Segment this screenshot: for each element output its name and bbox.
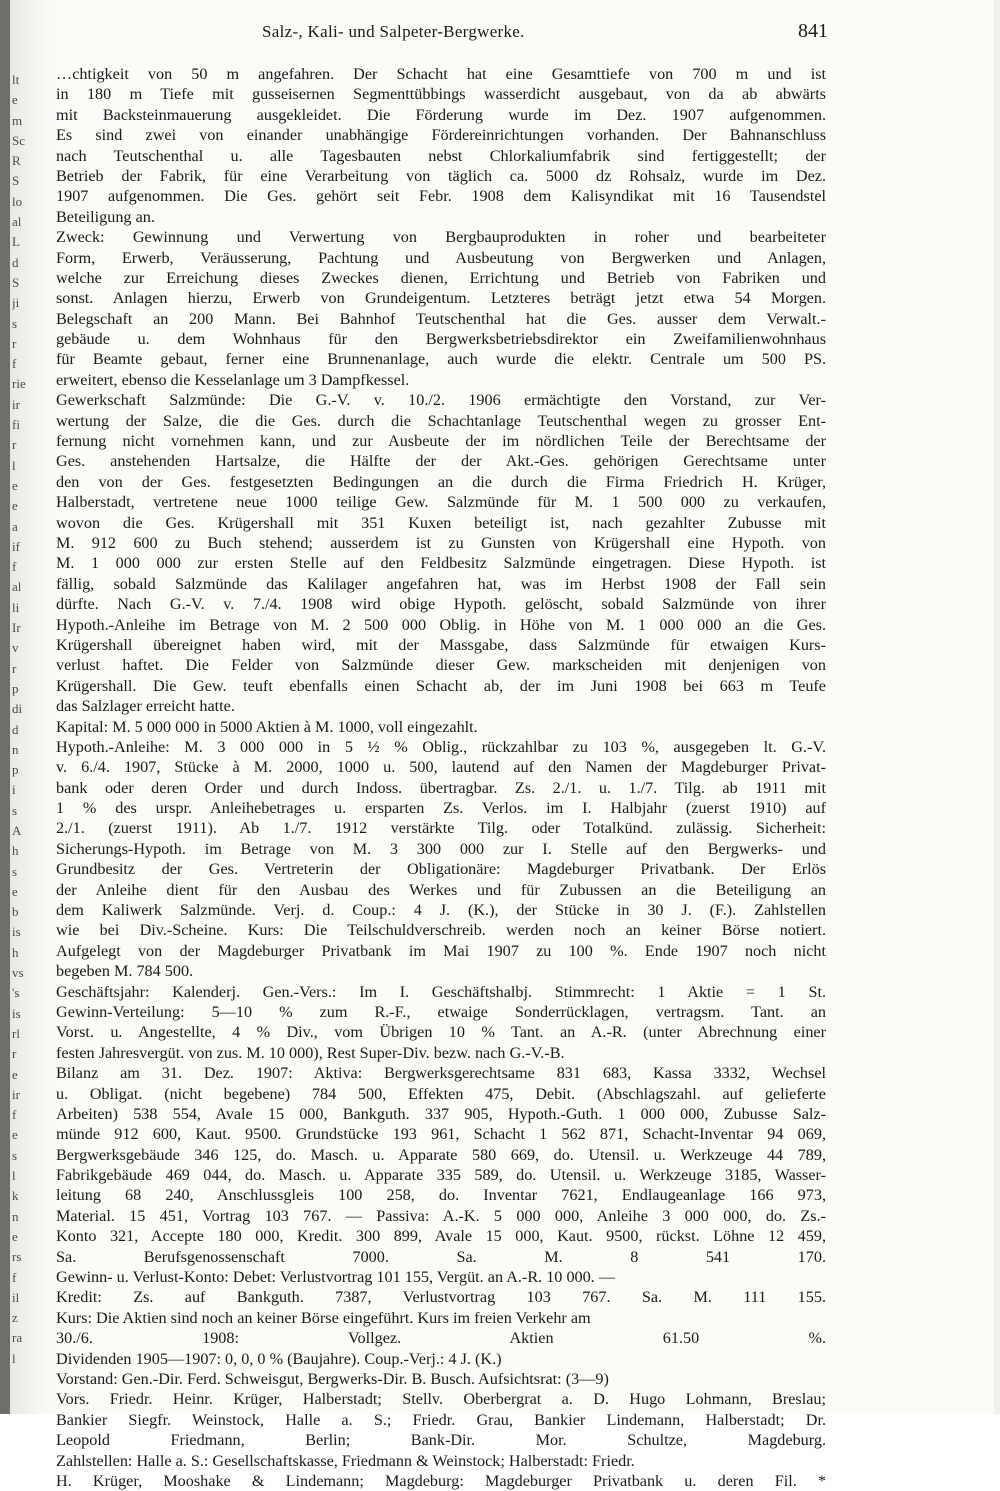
- text-line: wertung der Salze, die die Ges. durch die Schachtanlage Teutschenthal wegen zu grosser Ent-: [56, 411, 826, 430]
- gutter-fragment: n: [12, 741, 19, 757]
- page-number: 841: [798, 20, 828, 42]
- text-line: Fabrikgebäude 469 044, do. Masch. u. Apparate 335 589, do. Utensil. u. Werkzeuge 3185, Wasser-: [56, 1166, 826, 1185]
- gutter-fragment: e: [12, 1228, 18, 1244]
- text-line: Arbeiten) 538 554, Avale 15 000, Bankguth. 337 905, Hypoth.-Guth. 1 000 000, Zubusse Salz-: [56, 1104, 826, 1123]
- text-line: Geschäftsjahr: Kalenderj. Gen.-Vers.: Im I. Geschäftshalbj. Stimmrecht: 1 Aktie = 1 St.: [56, 982, 826, 1001]
- gutter-fragment: z: [12, 1310, 18, 1326]
- gutter-fragment: s: [12, 1147, 18, 1163]
- text-line: Beteiligung an.: [56, 207, 155, 226]
- text-line: leitung 68 240, Anschlussgleis 100 258, do. Inventar 7621, Endlaugeanlage 166 973,: [56, 1186, 826, 1205]
- gutter-fragment: li: [12, 599, 20, 615]
- gutter-fragment: d: [12, 254, 19, 270]
- text-line: Konto 321, Accepte 180 000, Kredit. 300 899, Avale 15 000, Kaut. 9500, rückst. Löhne 12 459,: [56, 1227, 826, 1246]
- text-line: Kurs: Die Aktien sind noch an keiner Börse eingeführt. Kurs im freien Verkehr am: [56, 1308, 591, 1327]
- text-line: welche zur Erreichung dieses Zweckes dienen, Errichtung und Betrieb von Fabriken und: [56, 268, 826, 287]
- gutter-fragment: b: [12, 904, 19, 920]
- gutter-fragment: l: [12, 1350, 16, 1366]
- gutter-fragment: S: [12, 173, 20, 189]
- text-line: mit Backsteinmauerung ausgekleidet. Die Förderung wurde im Dez. 1907 aufgenommen.: [56, 105, 826, 124]
- text-line: Sicherungs-Hypoth. im Betrage von M. 3 300 000 zur I. Stelle auf den Bergwerks- und: [56, 839, 826, 858]
- text-line: gebäude u. dem Wohnhaus für den Bergwerksbetriebsdirektor ein Zweifamilienwohnhaus: [56, 330, 826, 349]
- text-line: verlust haftet. Die Felder von Salzmünde dieser Gew. markscheiden mit denjenigen von: [56, 656, 826, 675]
- text-line: Bergwerksgebäude 346 125, do. Masch. u. Apparate 580 669, do. Utensil. u. Werkzeuge 44 789,: [56, 1145, 826, 1164]
- text-line: für Beamte gebaut, ferner eine Brunnenanlage, auch wurde die elektr. Centrale um 500 PS.: [56, 350, 826, 369]
- gutter-fragment: fi: [12, 417, 20, 433]
- gutter-fragment: rie: [12, 376, 26, 392]
- gutter-fragment: r: [12, 660, 17, 676]
- text-line: H. Krüger, Mooshake & Lindemann; Magdeburg: Magdeburger Privatbank u. deren Fil. *: [56, 1471, 826, 1490]
- text-line: Bilanz am 31. Dez. 1907: Aktiva: Bergwerksgerechtsame 831 683, Kassa 3332, Wechsel: [56, 1064, 826, 1083]
- text-line: Aufgelegt von der Magdeburger Privatbank im Mai 1907 zu 100 %. Ende 1907 noch nicht: [56, 941, 826, 960]
- gutter-fragment: s: [12, 802, 18, 818]
- gutter-fragment: f: [12, 559, 17, 575]
- gutter-fragment: e: [12, 92, 18, 108]
- text-line: Grundbesitz der Ges. Vertreterin der Obligationäre: Magdeburger Privatbank. Der Erlös: [56, 860, 826, 879]
- text-line: Vorstand: Gen.-Dir. Ferd. Schweisgut, Bergwerks-Dir. B. Busch. Aufsichtsrat: (3—9): [56, 1370, 609, 1388]
- gutter-fragment: Ir: [12, 620, 21, 636]
- gutter-fragment: ir: [12, 1086, 20, 1102]
- text-line: Kapital: M. 5 000 000 in 5000 Aktien à M. 1000, voll eingezahlt.: [56, 717, 478, 736]
- gutter-fragment: h: [12, 843, 19, 859]
- gutter-fragment: Sc: [12, 132, 25, 148]
- text-line: Form, Erwerb, Veräusserung, Pachtung und Ausbeutung von Bergwerken und Anlagen,: [56, 248, 826, 267]
- text-line: fällig, sobald Salzmünde das Kalilager angefahren hat, was im Herbst 1908 der Fall sein: [56, 574, 826, 593]
- text-line: Vorst. u. Angestellte, 4 % Div., vom Übrigen 10 % Tant. an A.-R. (unter Abrechnung einer: [56, 1023, 826, 1042]
- gutter-fragment: lo: [12, 193, 23, 209]
- text-line: Material. 15 451, Vortrag 103 767. — Passiva: A.-K. 5 000 000, Anleihe 3 000 000, do. Zs.-: [56, 1206, 826, 1225]
- text-line: Belegschaft an 200 Mann. Bei Bahnhof Teutschenthal hat die Ges. ausser dem Verwalt.-: [56, 309, 826, 328]
- gutter-fragment: e: [12, 477, 18, 493]
- text-line: wovon die Ges. Krügershall mit 351 Kuxen beteiligt ist, nach gezahlter Zubusse mit: [56, 513, 826, 532]
- text-line: Krügershall übereignet haben wird, mit der Massgabe, dass Salzmünde für etwaigen Kurs-: [56, 635, 826, 654]
- gutter-fragment: s: [12, 863, 18, 879]
- text-line: Gewinn-Verteilung: 5—10 % zum R.-F., etwaige Sonderrücklagen, vertragsm. Tant. an: [56, 1002, 826, 1021]
- text-line: dürfte. Nach G.-V. v. 7./4. 1908 wird obige Hypoth. gelöscht, sobald Salzmünde von ihrer: [56, 595, 826, 614]
- gutter-fragment: al: [12, 579, 22, 595]
- gutter-fragment: l: [12, 1168, 16, 1184]
- gutter-fragment: vs: [12, 965, 24, 981]
- gutter-fragment: v: [12, 640, 19, 656]
- gutter-fragment: L: [12, 234, 20, 250]
- text-line: M. 1 000 000 zur ersten Stelle auf den Feldbesitz Salzmünde eingetragen. Diese Hypoth. ist: [56, 554, 826, 573]
- text-line: Dividenden 1905—1907: 0, 0, 0 % (Baujahre). Coup.-Verj.: 4 J. (K.): [56, 1349, 502, 1368]
- gutter-fragment: i: [12, 782, 16, 798]
- gutter-fragment: al: [12, 214, 22, 230]
- gutter-fragment: lt: [12, 72, 20, 87]
- text-line: 30./6. 1908: Vollgez. Aktien 61.50 %.: [56, 1329, 826, 1348]
- text-line: v. 6./4. 1907, Stücke à M. 2000, 1000 u. 500, lautend auf den Namen der Magdeburger Privat-: [56, 758, 826, 777]
- gutter-fragment: r: [12, 437, 17, 453]
- gutter-fragment: h: [12, 944, 19, 960]
- gutter-fragment: e: [12, 883, 18, 899]
- text-line: erweitert, ebenso die Kesselanlage um 3 Dampfkessel.: [56, 370, 410, 389]
- article-body: [56, 64, 826, 1491]
- gutter-fragment: p: [12, 762, 19, 778]
- gutter-fragment: is: [12, 924, 21, 940]
- text-line: das Salzlager erreicht hatte.: [56, 697, 235, 716]
- gutter-fragment: n: [12, 1208, 19, 1224]
- gutter-fragment: ji: [12, 295, 20, 311]
- text-line: 1 % des urspr. Anleihebetrages u. ersparten Zs. Verlos. im I. Halbjahr (zuerst 1910) auf: [56, 799, 826, 818]
- facing-page-fragments: [12, 70, 58, 1369]
- text-line: wie bei Div.-Scheine. Kurs: Die Teilschuldverschreib. werden noch an keiner Börse notiert.: [56, 921, 826, 940]
- gutter-fragment: a: [12, 518, 18, 534]
- text-line: festen Jahresvergüt. von zus. M. 10 000), Rest Super-Div. bezw. nach G.-V.-B.: [56, 1043, 565, 1062]
- text-line: Ges. anstehenden Hartsalze, die Hälfte der der Akt.-Ges. gehörigen Gerechtsame unter: [56, 452, 826, 471]
- text-line: Leopold Friedmann, Berlin; Bank-Dir. Mor. Schultze, Magdeburg.: [56, 1431, 826, 1450]
- text-line: u. Obligat. (nicht begebene) 784 500, Effekten 475, Debit. (Abschlagszahl. auf gelieferte: [56, 1084, 826, 1103]
- text-line: der Anleihe dient für den Ausbau des Werkes und für Zubussen an die Beteiligung an: [56, 880, 826, 899]
- gutter-fragment: if: [12, 538, 20, 554]
- text-line: Vors. Friedr. Heinr. Krüger, Halberstadt; Stellv. Oberbergrat a. D. Hugo Lohmann, Breslau;: [56, 1390, 826, 1409]
- gutter-fragment: f: [12, 356, 17, 372]
- gutter-fragment: s: [12, 315, 18, 331]
- gutter-fragment: l: [12, 457, 16, 473]
- gutter-fragment: m: [12, 112, 23, 128]
- text-line: 1907 aufgenommen. Die Ges. gehört seit Febr. 1908 dem Kalisyndikat mit 16 Tausendstel: [56, 187, 826, 206]
- gutter-fragment: A: [12, 822, 22, 838]
- gutter-fragment: p: [12, 680, 19, 696]
- text-line: Kredit: Zs. auf Bankguth. 7387, Verlustvortrag 103 767. Sa. M. 111 155.: [56, 1288, 826, 1307]
- gutter-fragment: e: [12, 1127, 18, 1143]
- gutter-fragment: f: [12, 1269, 17, 1285]
- text-line: begeben M. 784 500.: [56, 962, 194, 981]
- gutter-fragment: 's: [12, 985, 20, 1001]
- gutter-fragment: r: [12, 1046, 17, 1062]
- gutter-fragment: d: [12, 721, 19, 737]
- text-line: Krügershall. Die Gew. teuft ebenfalls einen Schacht ab, der im Juni 1908 bei 663 m Teufe: [56, 676, 826, 695]
- text-line: Sa. Berufsgenossenschaft 7000. Sa. M. 8 541 170.: [56, 1247, 826, 1266]
- gutter-fragment: f: [12, 1107, 17, 1123]
- gutter-fragment: rl: [12, 1025, 20, 1041]
- gutter-fragment: k: [12, 1188, 19, 1204]
- text-line: Zahlstellen: Halle a. S.: Gesellschaftskasse, Friedmann & Weinstock; Halberstadt: Friedr.: [56, 1451, 635, 1470]
- text-line: Halberstadt, vertretene neue 1000 teilige Gew. Salzmünde für M. 1 500 000 zu verkaufen,: [56, 493, 826, 512]
- text-line: dem Kaliwerk Salzmünde. Verj. d. Coup.: 4 J. (K.), der Stücke in 30 J. (F.). Zahlstellen: [56, 901, 826, 920]
- text-line: M. 912 600 zu Buch stehend; ausserdem ist zu Gunsten von Krügershall eine Hypoth. von: [56, 533, 826, 552]
- gutter-fragment: is: [12, 1005, 21, 1021]
- gutter-fragment: ra: [12, 1330, 23, 1346]
- text-line: …chtigkeit von 50 m angefahren. Der Schacht hat eine Gesamttiefe von 700 m und ist: [56, 65, 826, 83]
- binding-shadow: [0, 0, 10, 1414]
- gutter-fragment: r: [12, 335, 17, 351]
- gutter-fragment: e: [12, 1066, 18, 1082]
- text-line: Gewerkschaft Salzmünde: Die G.-V. v. 10./2. 1906 ermächtigte den Vorstand, zur Ver-: [56, 391, 826, 410]
- text-line: Hypoth.-Anleihe im Betrage von M. 2 500 000 Oblig. in Höhe von M. 1 000 000 an die Ges.: [56, 615, 826, 634]
- text-line: sonst. Anlagen hierzu, Erwerb von Grundeigentum. Letzteres beträgt jetzt etwa 54 Morgen.: [56, 289, 826, 308]
- text-line: fernung nicht vornehmen kann, und zur Ausbeute der im nördlichen Teile der Berechtsame der: [56, 432, 826, 451]
- text-line: Zweck: Gewinnung und Verwertung von Bergbauprodukten in roher und bearbeiteter: [56, 228, 826, 247]
- gutter-fragment: ir: [12, 396, 20, 412]
- gutter-fragment: R: [12, 153, 21, 169]
- text-line: Hypoth.-Anleihe: M. 3 000 000 in 5 ½ % Oblig., rückzahlbar zu 103 %, ausgegeben lt. G.-V.: [56, 737, 826, 756]
- text-line: münde 912 600, Kaut. 9500. Grundstücke 193 961, Schacht 1 562 871, Schacht-Inventar 94 069,: [56, 1125, 826, 1144]
- text-line: Bankier Siegfr. Weinstock, Halle a. S.; Friedr. Grau, Bankier Lindemann, Halberstadt; Dr.: [56, 1410, 826, 1429]
- gutter-fragment: S: [12, 274, 20, 290]
- text-line: bank oder deren Order und durch Indoss. übertragbar. Zs. 2./1. u. 1./7. Tilg. ab 1911 mit: [56, 778, 826, 797]
- gutter-fragment: il: [12, 1289, 20, 1305]
- gutter-fragment: di: [12, 701, 23, 717]
- gutter-fragment: rs: [12, 1249, 22, 1265]
- text-line: den von der Ges. festgesetzten Bedingungen an die durch die Firma Friedrich H. Krüger,: [56, 472, 826, 491]
- text-line: nach Teutschenthal u. alle Tagesbauten nebst Chlorkaliumfabrik sind fertiggestellt; der: [56, 146, 826, 165]
- text-line: Es sind zwei von einander unabhängige Fördereinrichtungen vorhanden. Der Bahnanschluss: [56, 126, 826, 145]
- page-edge: [994, 0, 1000, 1414]
- gutter-fragment: e: [12, 498, 18, 514]
- text-line: Betrieb der Fabrik, für eine Verarbeitung von täglich ca. 5000 dz Rohsalz, wurde im Dez.: [56, 166, 826, 185]
- running-title: Salz-, Kali- und Salpeter-Bergwerke.: [262, 22, 525, 41]
- text-line: in 180 m Tiefe mit gusseisernen Segmenttübbings wasserdicht ausgebaut, von da ab abwärts: [56, 85, 826, 104]
- text-line: 2./1. (zuerst 1911). Ab 1./7. 1912 verstärkte Tilg. oder Totalkünd. zulässig. Sicherheit:: [56, 819, 826, 838]
- text-line: Gewinn- u. Verlust-Konto: Debet: Verlustvortrag 101 155, Vergüt. an A.-R. 10 000. —: [56, 1268, 616, 1287]
